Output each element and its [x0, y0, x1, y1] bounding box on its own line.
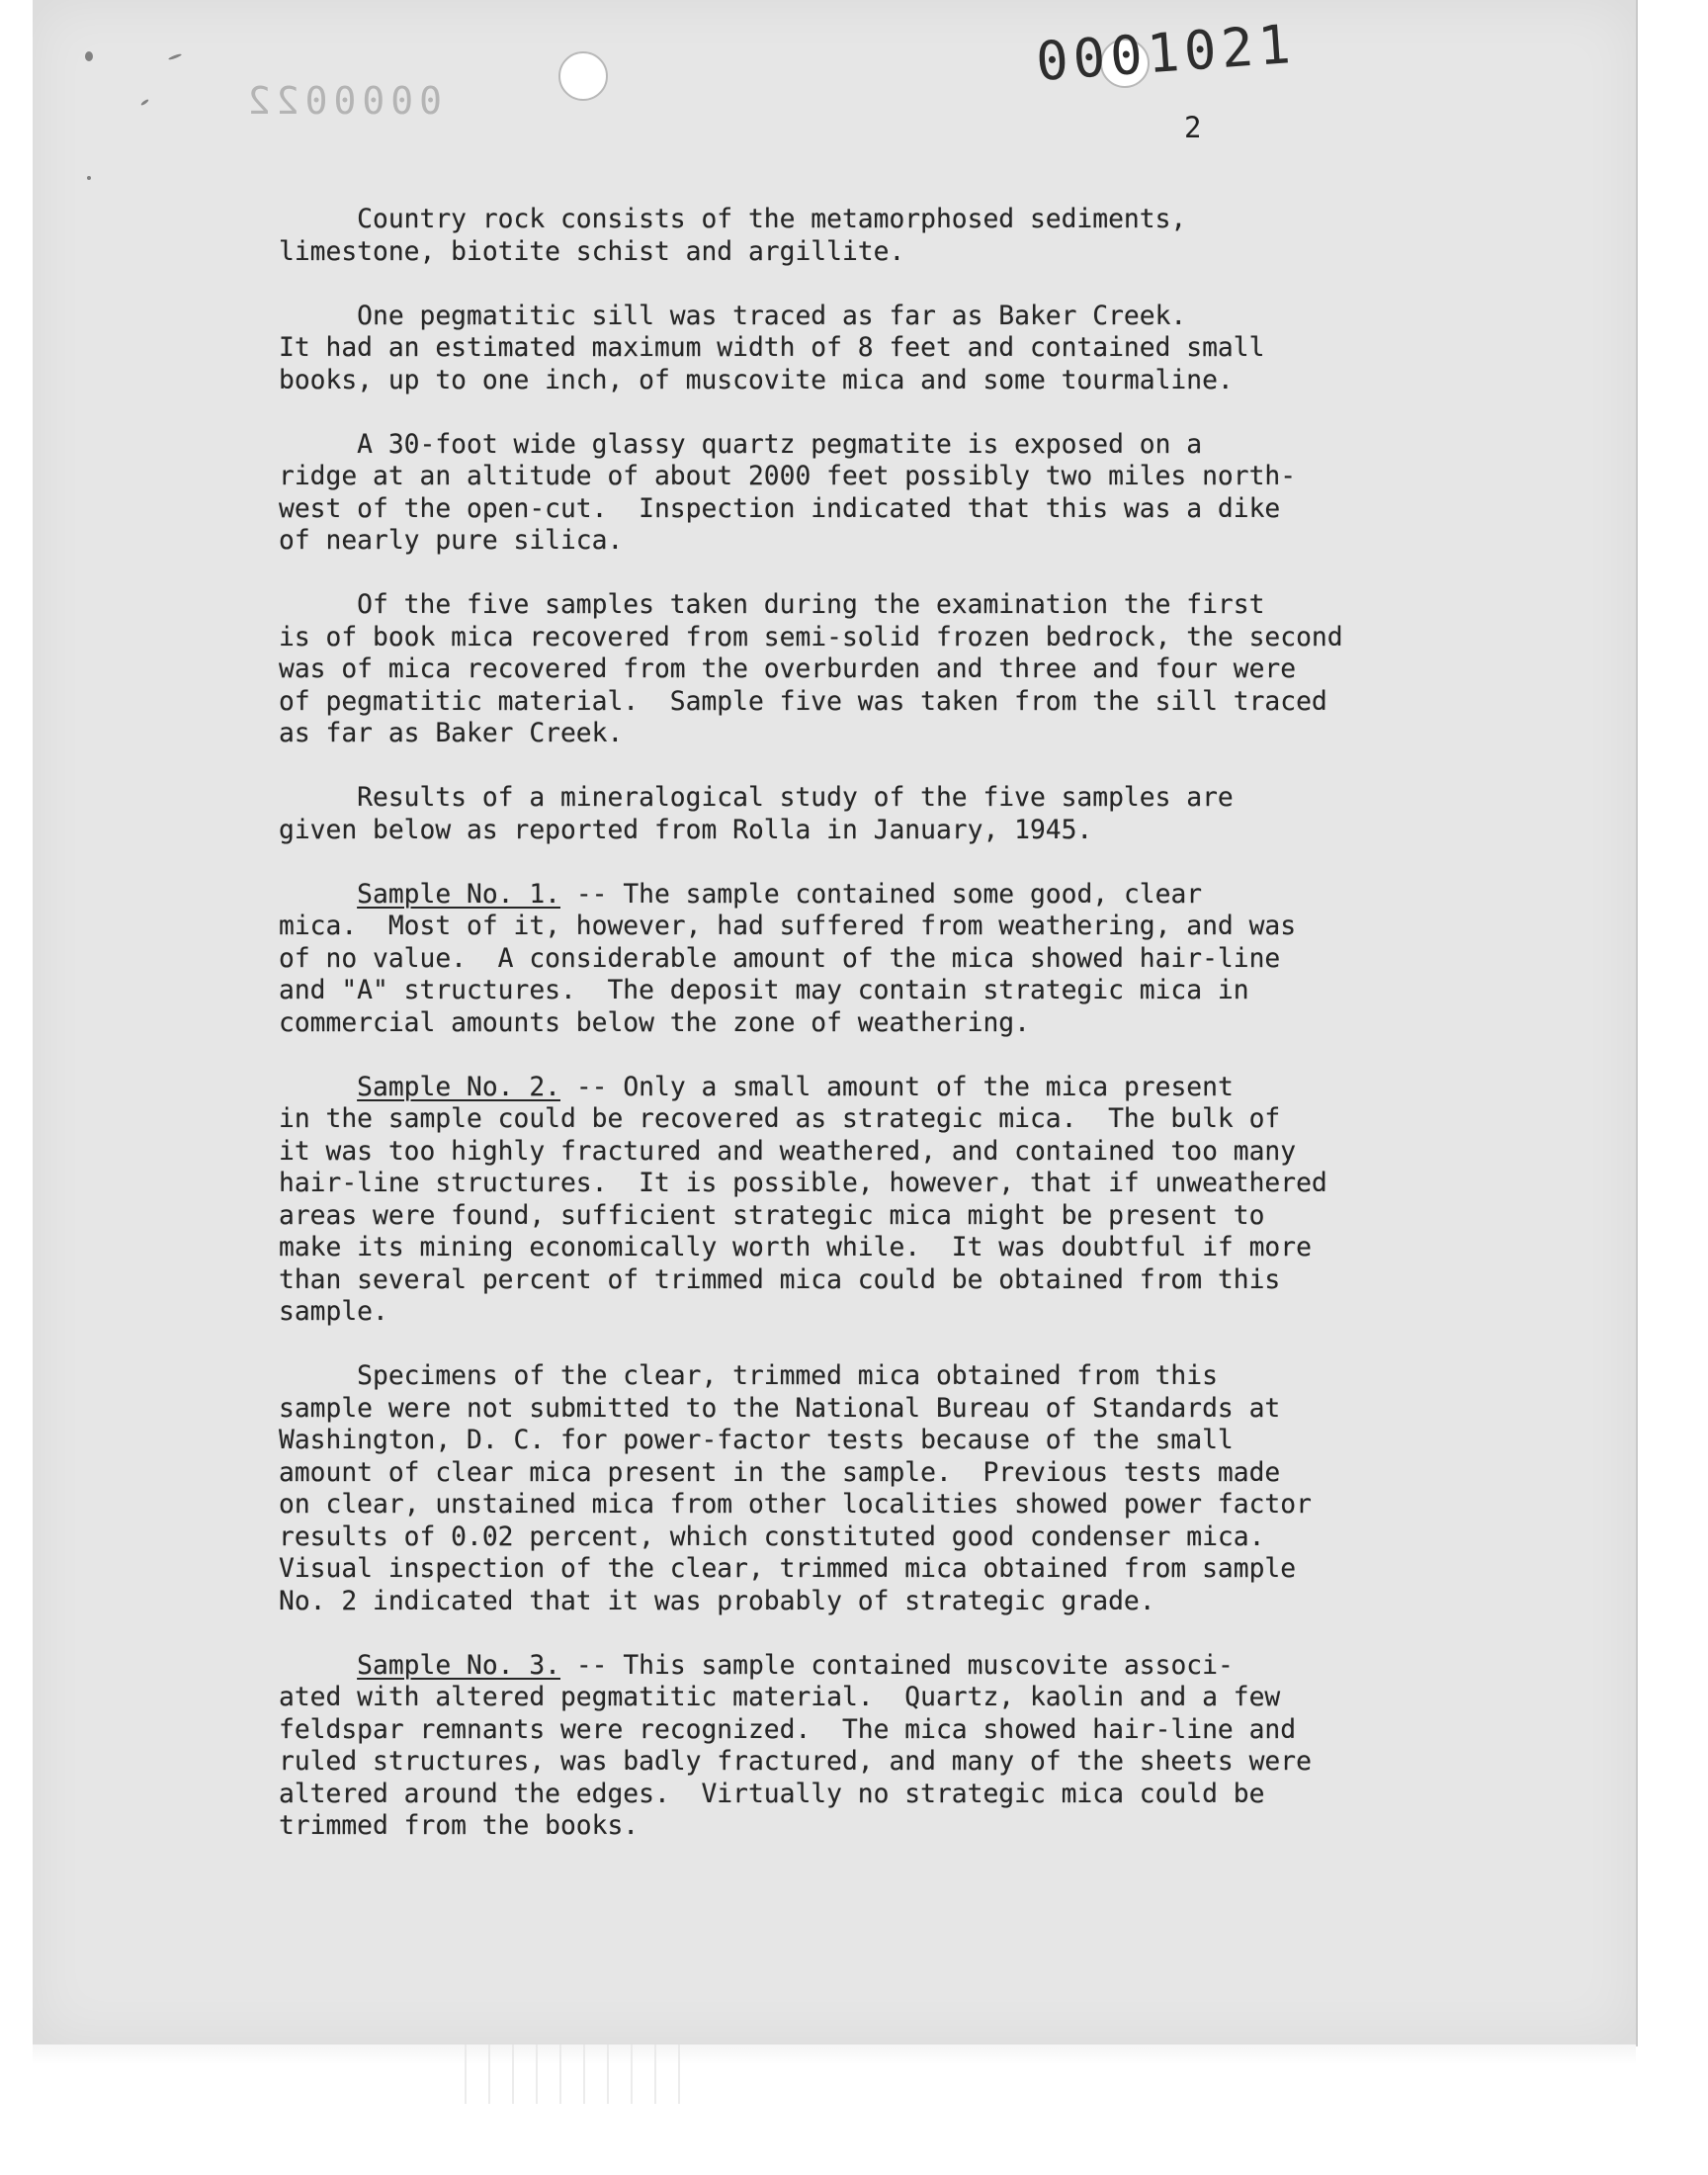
reversed-document-number-stamp: 0000022: [241, 79, 442, 123]
paragraph-first-line: [279, 1650, 1455, 1683]
sample-paragraph: [279, 1072, 1455, 1329]
text-line: and "A" structures. The deposit may contain strategic mica in: [279, 976, 1249, 1005]
text-line: commercial amounts below the zone of weathering.: [279, 1007, 1030, 1038]
text-line: of nearly pure silica.: [279, 526, 624, 556]
text-line: Results of a mineralogical study of the five samples are: [279, 783, 1234, 813]
sample-heading-continuation: -- The sample contained some good, clear: [560, 879, 1203, 910]
text-line: No. 2 indicated that it was probably of strategic grade.: [279, 1586, 1155, 1616]
text-line: ated with altered pegmatitic material. Quartz, kaolin and a few: [279, 1683, 1281, 1712]
text-line: of pegmatitic material. Sample five was taken from the sill traced: [279, 686, 1327, 717]
sample-heading: Sample No. 2.: [357, 1072, 560, 1102]
text-line: Washington, D. C. for power-factor tests because of the small: [279, 1426, 1234, 1455]
text-line: Of the five samples taken during the examination the first: [279, 590, 1265, 620]
text-line: ruled structures, was badly fractured, and many of the sheets were: [279, 1747, 1312, 1777]
body-paragraph: [279, 301, 1455, 397]
text-line: given below as reported from Rolla in January, 1945.: [279, 815, 1093, 845]
text-line: hair-line structures. It is possible, however, that if unweathered: [279, 1169, 1327, 1198]
text-line: books, up to one inch, of muscovite mica and some tourmaline.: [279, 365, 1234, 395]
scanner-artifact: [465, 2044, 702, 2104]
punch-hole-left: [558, 51, 608, 101]
text-line: is of book mica recovered from semi-solid frozen bedrock, the second: [279, 622, 1343, 652]
text-line: west of the open-cut. Inspection indicated that this was a dike: [279, 493, 1281, 524]
sample-heading-continuation: -- This sample contained muscovite associ-: [560, 1650, 1234, 1681]
text-line: of no value. A considerable amount of the mica showed hair-line: [279, 943, 1281, 974]
text-line: One pegmatitic sill was traced as far as Baker Creek.: [279, 301, 1187, 331]
text-line: Country rock consists of the metamorphosed sediments,: [279, 205, 1187, 234]
sample-heading: Sample No. 3.: [357, 1650, 560, 1681]
text-line: on clear, unstained mica from other localities showed power factor: [279, 1490, 1312, 1520]
text-line: amount of clear mica present in the sample. Previous tests made: [279, 1457, 1281, 1488]
text-line: ridge at an altitude of about 2000 feet possibly two miles north-: [279, 462, 1297, 491]
body-paragraph: [279, 429, 1455, 558]
sample-heading-continuation: -- Only a small amount of the mica present: [560, 1072, 1234, 1102]
scan-speck: [87, 176, 91, 180]
sample-paragraph: [279, 1650, 1455, 1843]
text-line: was of mica recovered from the overburden and three and four were: [279, 654, 1297, 684]
page-number: 2: [1184, 111, 1202, 144]
text-line: sample were not submitted to the National Bureau of Standards at: [279, 1393, 1281, 1424]
text-line: altered around the edges. Virtually no strategic mica could be: [279, 1779, 1265, 1809]
sheet-bottom-edge: [33, 2044, 1636, 2064]
text-line: It had an estimated maximum width of 8 feet and contained small: [279, 333, 1265, 363]
sample-heading: Sample No. 1.: [357, 879, 560, 910]
text-line: areas were found, sufficient strategic mica might be present to: [279, 1200, 1265, 1231]
text-line: limestone, biotite schist and argillite.: [279, 236, 905, 267]
scan-speck: [85, 51, 93, 61]
text-line: A 30-foot wide glassy quartz pegmatite is exposed on a: [279, 429, 1203, 460]
text-line: sample.: [279, 1297, 388, 1327]
document-body: [279, 204, 1455, 1874]
body-paragraph: [279, 1360, 1455, 1617]
text-line: Specimens of the clear, trimmed mica obtained from this: [279, 1361, 1218, 1391]
text-line: mica. Most of it, however, had suffered from weathering, and was: [279, 912, 1297, 941]
sample-paragraph: [279, 879, 1455, 1040]
text-line: in the sample could be recovered as strategic mica. The bulk of: [279, 1104, 1281, 1134]
text-line: make its mining economically worth while. It was doubtful if more: [279, 1233, 1312, 1262]
text-line: results of 0.02 percent, which constituted good condenser mica.: [279, 1522, 1265, 1552]
paragraph-first-line: [279, 879, 1455, 912]
body-paragraph: [279, 589, 1455, 750]
body-paragraph: [279, 204, 1455, 268]
document-number-stamp: 0001021: [1034, 12, 1298, 94]
body-paragraph: [279, 782, 1455, 846]
text-line: Visual inspection of the clear, trimmed mica obtained from sample: [279, 1554, 1297, 1584]
paragraph-first-line: [279, 1072, 1455, 1104]
text-line: it was too highly fractured and weathered, and contained too many: [279, 1136, 1297, 1167]
text-line: than several percent of trimmed mica could be obtained from this: [279, 1264, 1281, 1295]
text-line: trimmed from the books.: [279, 1811, 640, 1841]
text-line: feldspar remnants were recognized. The mica showed hair-line and: [279, 1714, 1297, 1745]
text-line: as far as Baker Creek.: [279, 719, 624, 748]
